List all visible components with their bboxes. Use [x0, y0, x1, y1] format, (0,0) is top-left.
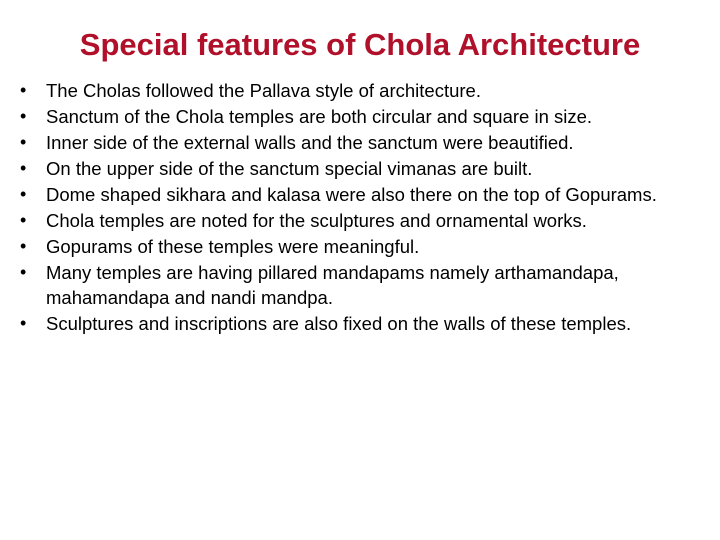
bullet-icon: • [20, 132, 27, 152]
bullet-text: Sanctum of the Chola temples are both circular and square in size. [46, 106, 593, 127]
bullet-text: Gopurams of these temples were meaningful. [46, 236, 420, 257]
bullet-item [20, 78, 716, 103]
bullet-item [20, 234, 716, 259]
bullet-icon: • [20, 184, 27, 204]
bullet-icon: • [20, 158, 27, 178]
bullet-item [20, 156, 716, 181]
bullet-item [20, 130, 716, 155]
bullet-icon: • [20, 106, 27, 126]
bullet-text: Inner side of the external walls and the sanctum were beautified. [46, 132, 574, 153]
bullet-icon: • [20, 210, 27, 230]
bullet-item [20, 208, 716, 233]
bullet-text: Many temples are having pillared mandapams namely arthamandapa, mahamandapa and nandi mandpa. [46, 262, 619, 308]
bullet-list [20, 78, 716, 337]
bullet-icon: • [20, 313, 27, 333]
bullet-item [20, 260, 716, 310]
bullet-icon: • [20, 80, 27, 100]
slide-title: Special features of Chola Architecture [79, 26, 641, 62]
bullet-item [20, 182, 716, 207]
bullet-text: Dome shaped sikhara and kalasa were also there on the top of Gopurams. [46, 184, 657, 205]
bullet-text: Sculptures and inscriptions are also fixed on the walls of these temples. [46, 313, 632, 334]
bullet-icon: • [20, 236, 27, 256]
bullet-item [20, 311, 716, 336]
bullet-text: Chola temples are noted for the sculptures and ornamental works. [46, 210, 587, 231]
bullet-text: The Cholas followed the Pallava style of architecture. [46, 80, 481, 101]
bullet-icon: • [20, 262, 27, 282]
bullet-item [20, 104, 716, 129]
bullet-text: On the upper side of the sanctum special vimanas are built. [46, 158, 533, 179]
